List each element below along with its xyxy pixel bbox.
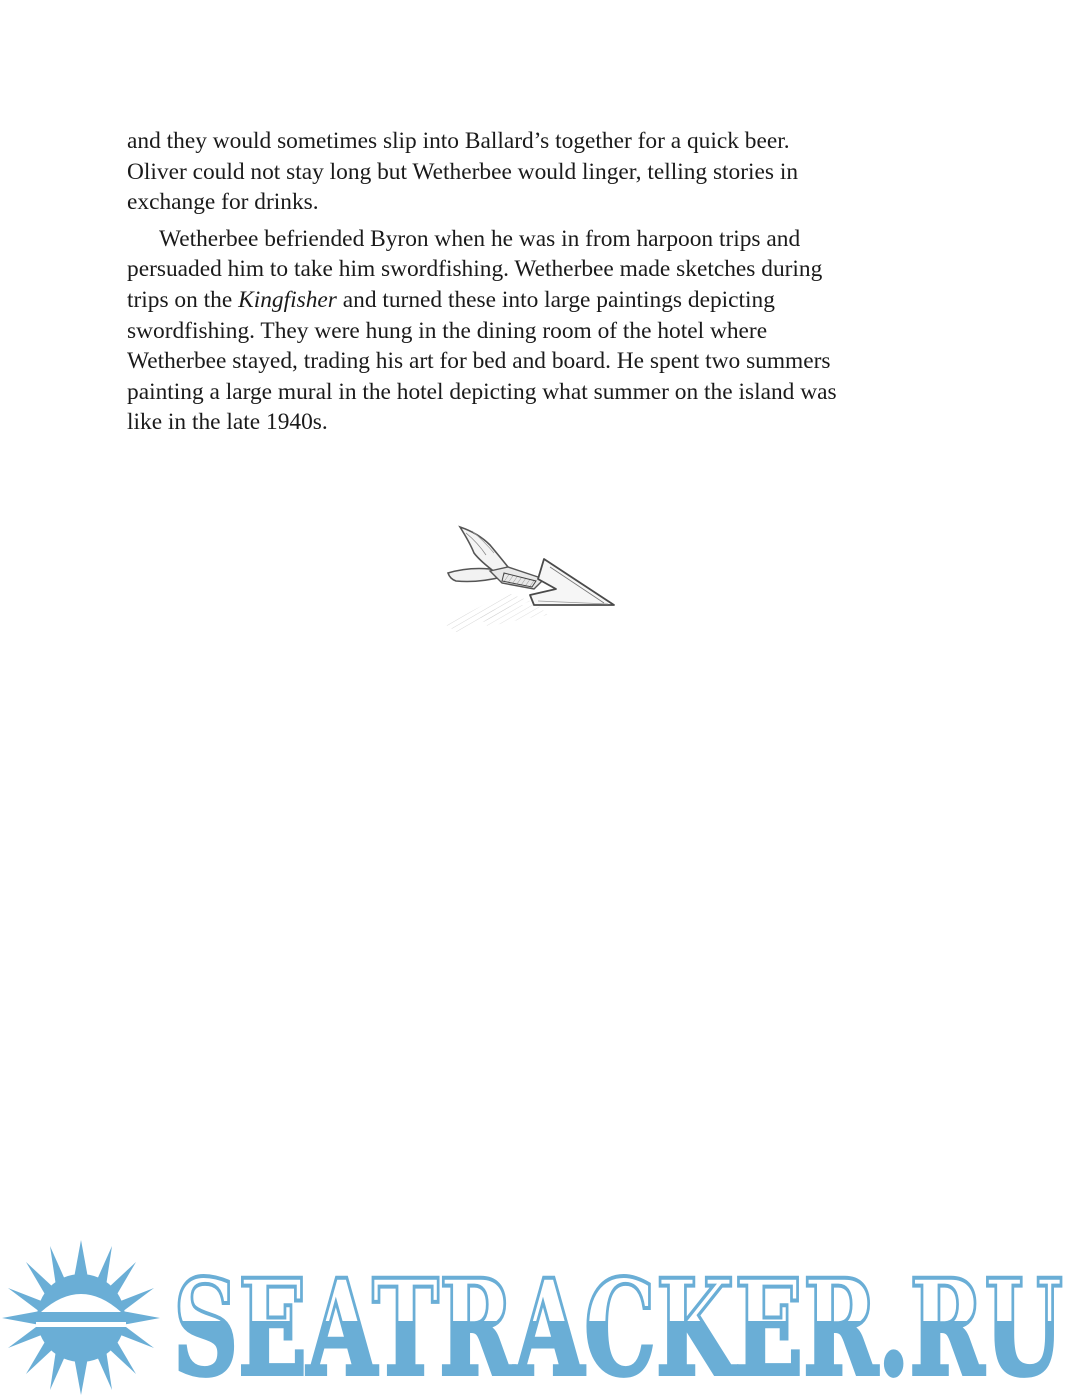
text-line: exchange for drinks. (127, 189, 319, 216)
boat-name-italic: Kingfisher (238, 286, 337, 313)
text-line-with-italic (127, 285, 942, 316)
watermark-text-label: SEATRACKER.RU (173, 1256, 1063, 1386)
text-line: like in the late 1940s. (127, 409, 328, 436)
text-line: Wetherbee stayed, trading his art for bed and board. He spent two summers (127, 348, 831, 375)
text-line: Oliver could not stay long but Wetherbee would linger, telling stories in (127, 158, 799, 185)
text-line: swordfishing. They were hung in the dining room of the hotel where (127, 317, 768, 344)
paragraph-1 (127, 126, 942, 218)
sun-icon (0, 1238, 162, 1397)
text-line: Wetherbee befriended Byron when he was in from harpoon trips and (159, 225, 801, 252)
watermark-text (168, 1256, 1068, 1386)
watermark (0, 1238, 1080, 1397)
text-fragment: trips on the (127, 286, 239, 313)
page-body-text (127, 126, 942, 438)
text-fragment: and turned these into large paintings depicting (336, 286, 775, 313)
text-line: persuaded him to take him swordfishing. Wetherbee made sketches during (127, 256, 823, 283)
text-line: painting a large mural in the hotel depicting what summer on the island was (127, 378, 837, 405)
paragraph-2 (127, 224, 942, 438)
text-line: and they would sometimes slip into Ballard’s together for a quick beer. (127, 128, 790, 154)
harpoon-head-sketch-icon (438, 515, 628, 640)
